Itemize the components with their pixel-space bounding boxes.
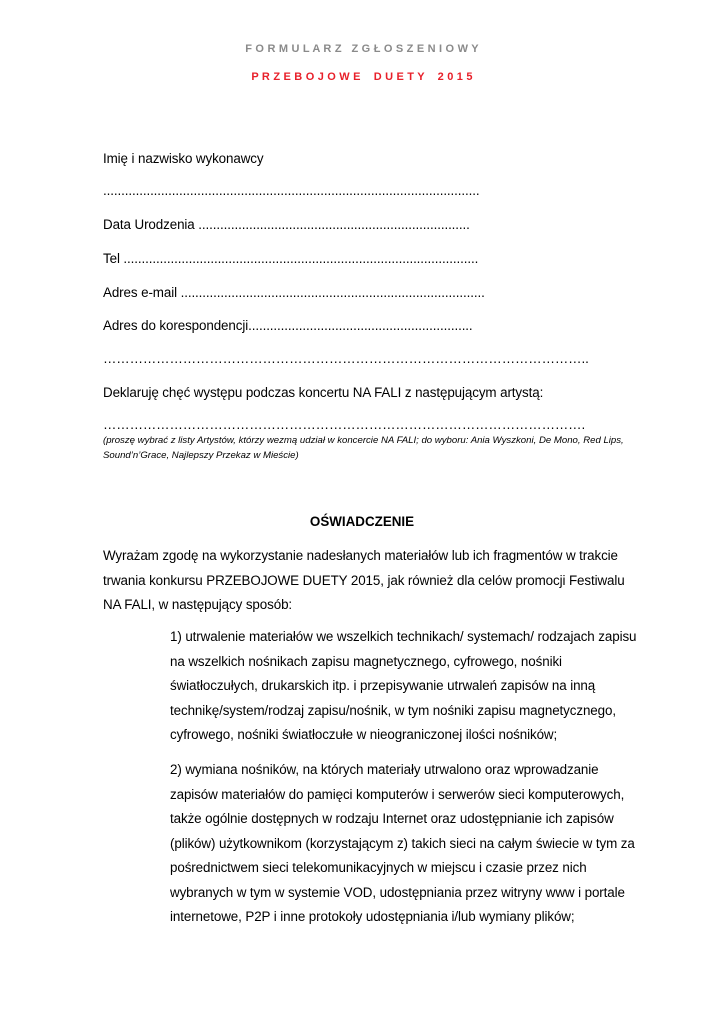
form-title: F O R M U L A R Z Z G Ł O S Z E N I O W Y — [245, 43, 479, 55]
artist-field-line: ………………………………………………………………………………………………. — [103, 417, 586, 432]
birth-date-field: Data Urodzenia ........................................................................... — [103, 217, 470, 232]
address-field: Adres do korespondencji.............................................................. — [103, 318, 473, 333]
name-field-line: ........................................................................................................ — [103, 183, 480, 198]
name-label: Imię i nazwisko wykonawcy — [103, 151, 264, 166]
statement-item-1: 1) utrwalenie materiałów we wszelkich technikach/ systemach/ rodzajach zapisu na wszelkich nośnikach zapisu magnetycznego, cyfrowego, nośniki światłoczułych, drukarskich itp. i przepisywanie utrwaleń zapisów na inną technikę/system/rodzaj zapisu/nośnik, w tym nośniki zapisu magnetycznego, cyfrowego, nośniki światłoczułe w nieograniczonej ilości nośników; — [170, 629, 637, 742]
address-field-line: ……………………………………………………………………………………………….. — [103, 351, 589, 366]
declaration-label: Deklaruję chęć występu podczas koncertu NA FALI z następującym artystą: — [103, 385, 544, 400]
email-field: Adres e-mail .................................................................................... — [103, 285, 485, 300]
tel-field: Tel .................................................................................................. — [103, 251, 479, 266]
artist-note: (proszę wybrać z listy Artystów, którzy wezmą udział w koncercie NA FALI; do wyboru: Ania Wyszkoni, De Mono, Red Lips, Sound’n’Grace, Najlepszy Przekaz w Mieście) — [103, 435, 624, 461]
statement-item-2: 2) wymiana nośników, na których materiały utrwalono oraz wprowadzanie zapisów materiałów do pamięci komputerów i serwerów sieci komputerowych, także ogólnie dostępnych w rodzaju Internet oraz udostępnianie ich zapisów (plików) użytkownikom (korzystającym z) takich sieci na całym świecie w tym za pośrednictwem sieci telekomunikacyjnych w miejscu i czasie przez nich wybranych w tym w systemie VOD, udostępniania przez witryny www i portale internetowe, P2P i inne protokoły udostępniania i/lub wymiany plików; — [170, 762, 635, 924]
statement-intro: Wyrażam zgodę na wykorzystanie nadesłanych materiałów lub ich fragmentów w trakcie trwania konkursu PRZEBOJOWE DUETY 2015, jak również dla celów promocji Festiwalu NA FALI, w następujący sposób: — [103, 548, 625, 612]
statement-heading: OŚWIADCZENIE — [309, 514, 415, 529]
form-subtitle: P R Z E B O J O W E D U E T Y 2 0 1 5 — [251, 71, 473, 83]
